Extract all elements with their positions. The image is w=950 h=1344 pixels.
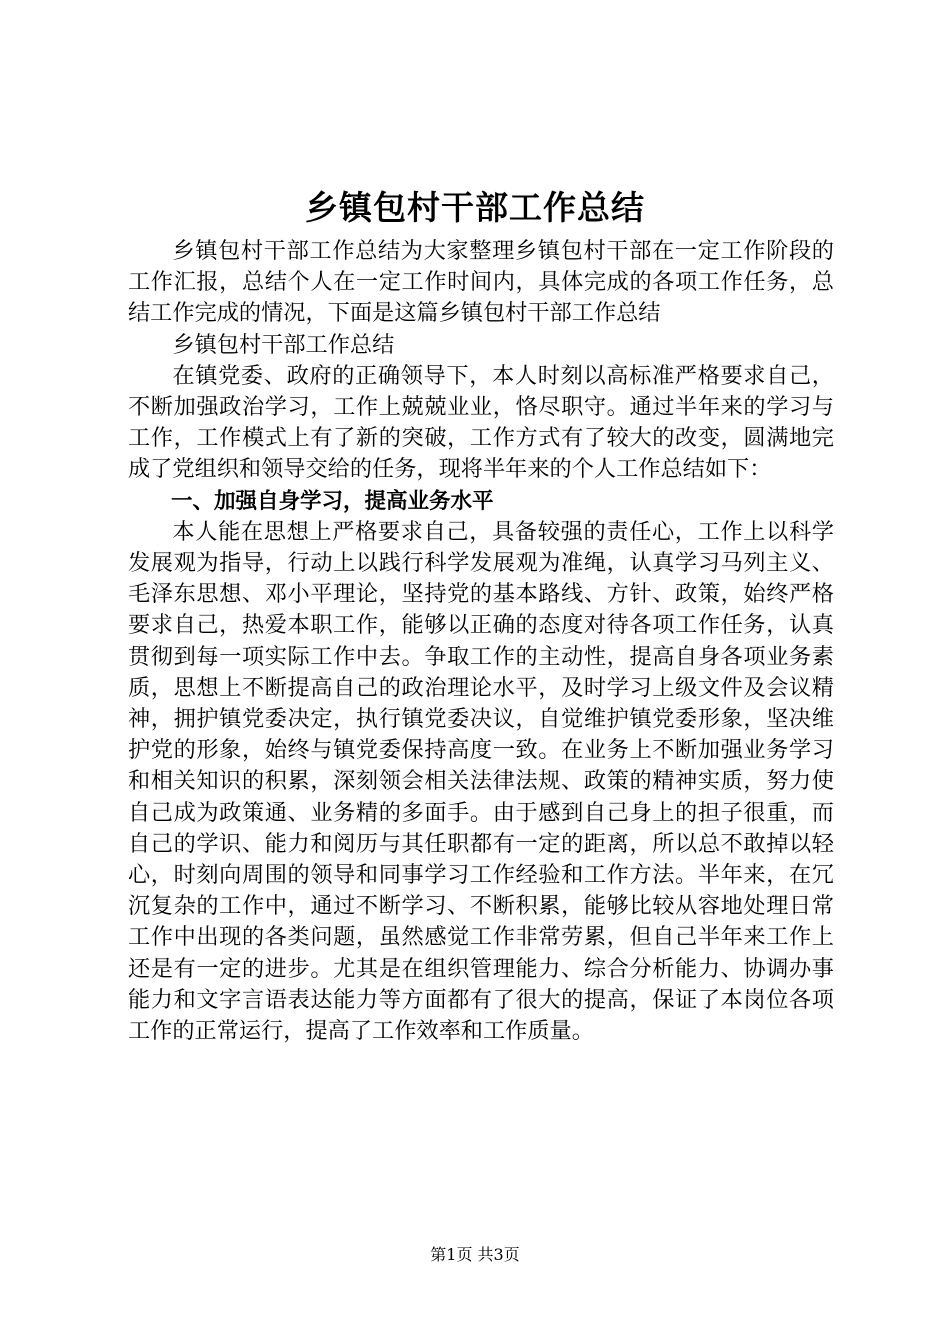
section-heading: 一、加强自身学习，提高业务水平 bbox=[171, 488, 494, 514]
document-title: 乡镇包村干部工作总结 bbox=[305, 188, 645, 227]
intro-paragraph: 乡镇包村干部工作总结为大家整理乡镇包村干部在一定工作阶段的工作汇报，总结个人在一定工作时间内，具体完成的各项工作任务，总结工作完成的情况，下面是这篇乡镇包村干部工作总结 bbox=[128, 238, 834, 327]
document-body bbox=[128, 236, 834, 1047]
section-body-paragraph: 本人能在思想上严格要求自己，具备较强的责任心，工作上以科学发展观为指导，行动上以践行科学发展观为准绳，认真学习马列主义、毛泽东思想、邓小平理论，坚持党的基本路线、方针、政策，始终严格要求自己，热爱本职工作，能够以正确的态度对待各项工作任务，认真贯彻到每一项实际工作中去。争取工作的主动性，提高自身各项业务素质，思想上不断提高自己的政治理论水平，及时学习上级文件及会议精神，拥护镇党委决定，执行镇党委决议，自觉维护镇党委形象，坚决维护党的形象，始终与镇党委保持高度一致。在业务上不断加强业务学习和相关知识的积累，深刻领会相关法律法规、政策的精神实质，努力使自己成为政策通、业务精的多面手。由于感到自己身上的担子很重，而自己的学识、能力和阅历与其任职都有一定的距离，所以总不敢掉以轻心，时刻向周围的领导和同事学习工作经验和工作方法。半年来，在冗沉复杂的工作中，通过不断学习、不断积累，能够比较从容地处理日常工作中出现的各类问题，虽然感觉工作非常劳累，但自己半年来工作上还是有一定的进步。尤其是在组织管理能力、综合分析能力、协调办事能力和文字言语表达能力等方面都有了很大的提高，保证了本岗位各项工作的正常运行，提高了工作效率和工作质量。 bbox=[128, 518, 834, 1045]
subtitle-line: 乡镇包村干部工作总结 bbox=[172, 331, 395, 358]
opening-paragraph: 在镇党委、政府的正确领导下，本人时刻以高标准严格要求自己，不断加强政治学习，工作上兢兢业业，恪尽职守。通过半年来的学习与工作，工作模式上有了新的突破，工作方式有了较大的改变，圆满地完成了党组织和领导交给的任务，现将半年来的个人工作总结如下： bbox=[128, 362, 834, 483]
page-number-footer: 第1页 共3页 bbox=[430, 1245, 520, 1264]
